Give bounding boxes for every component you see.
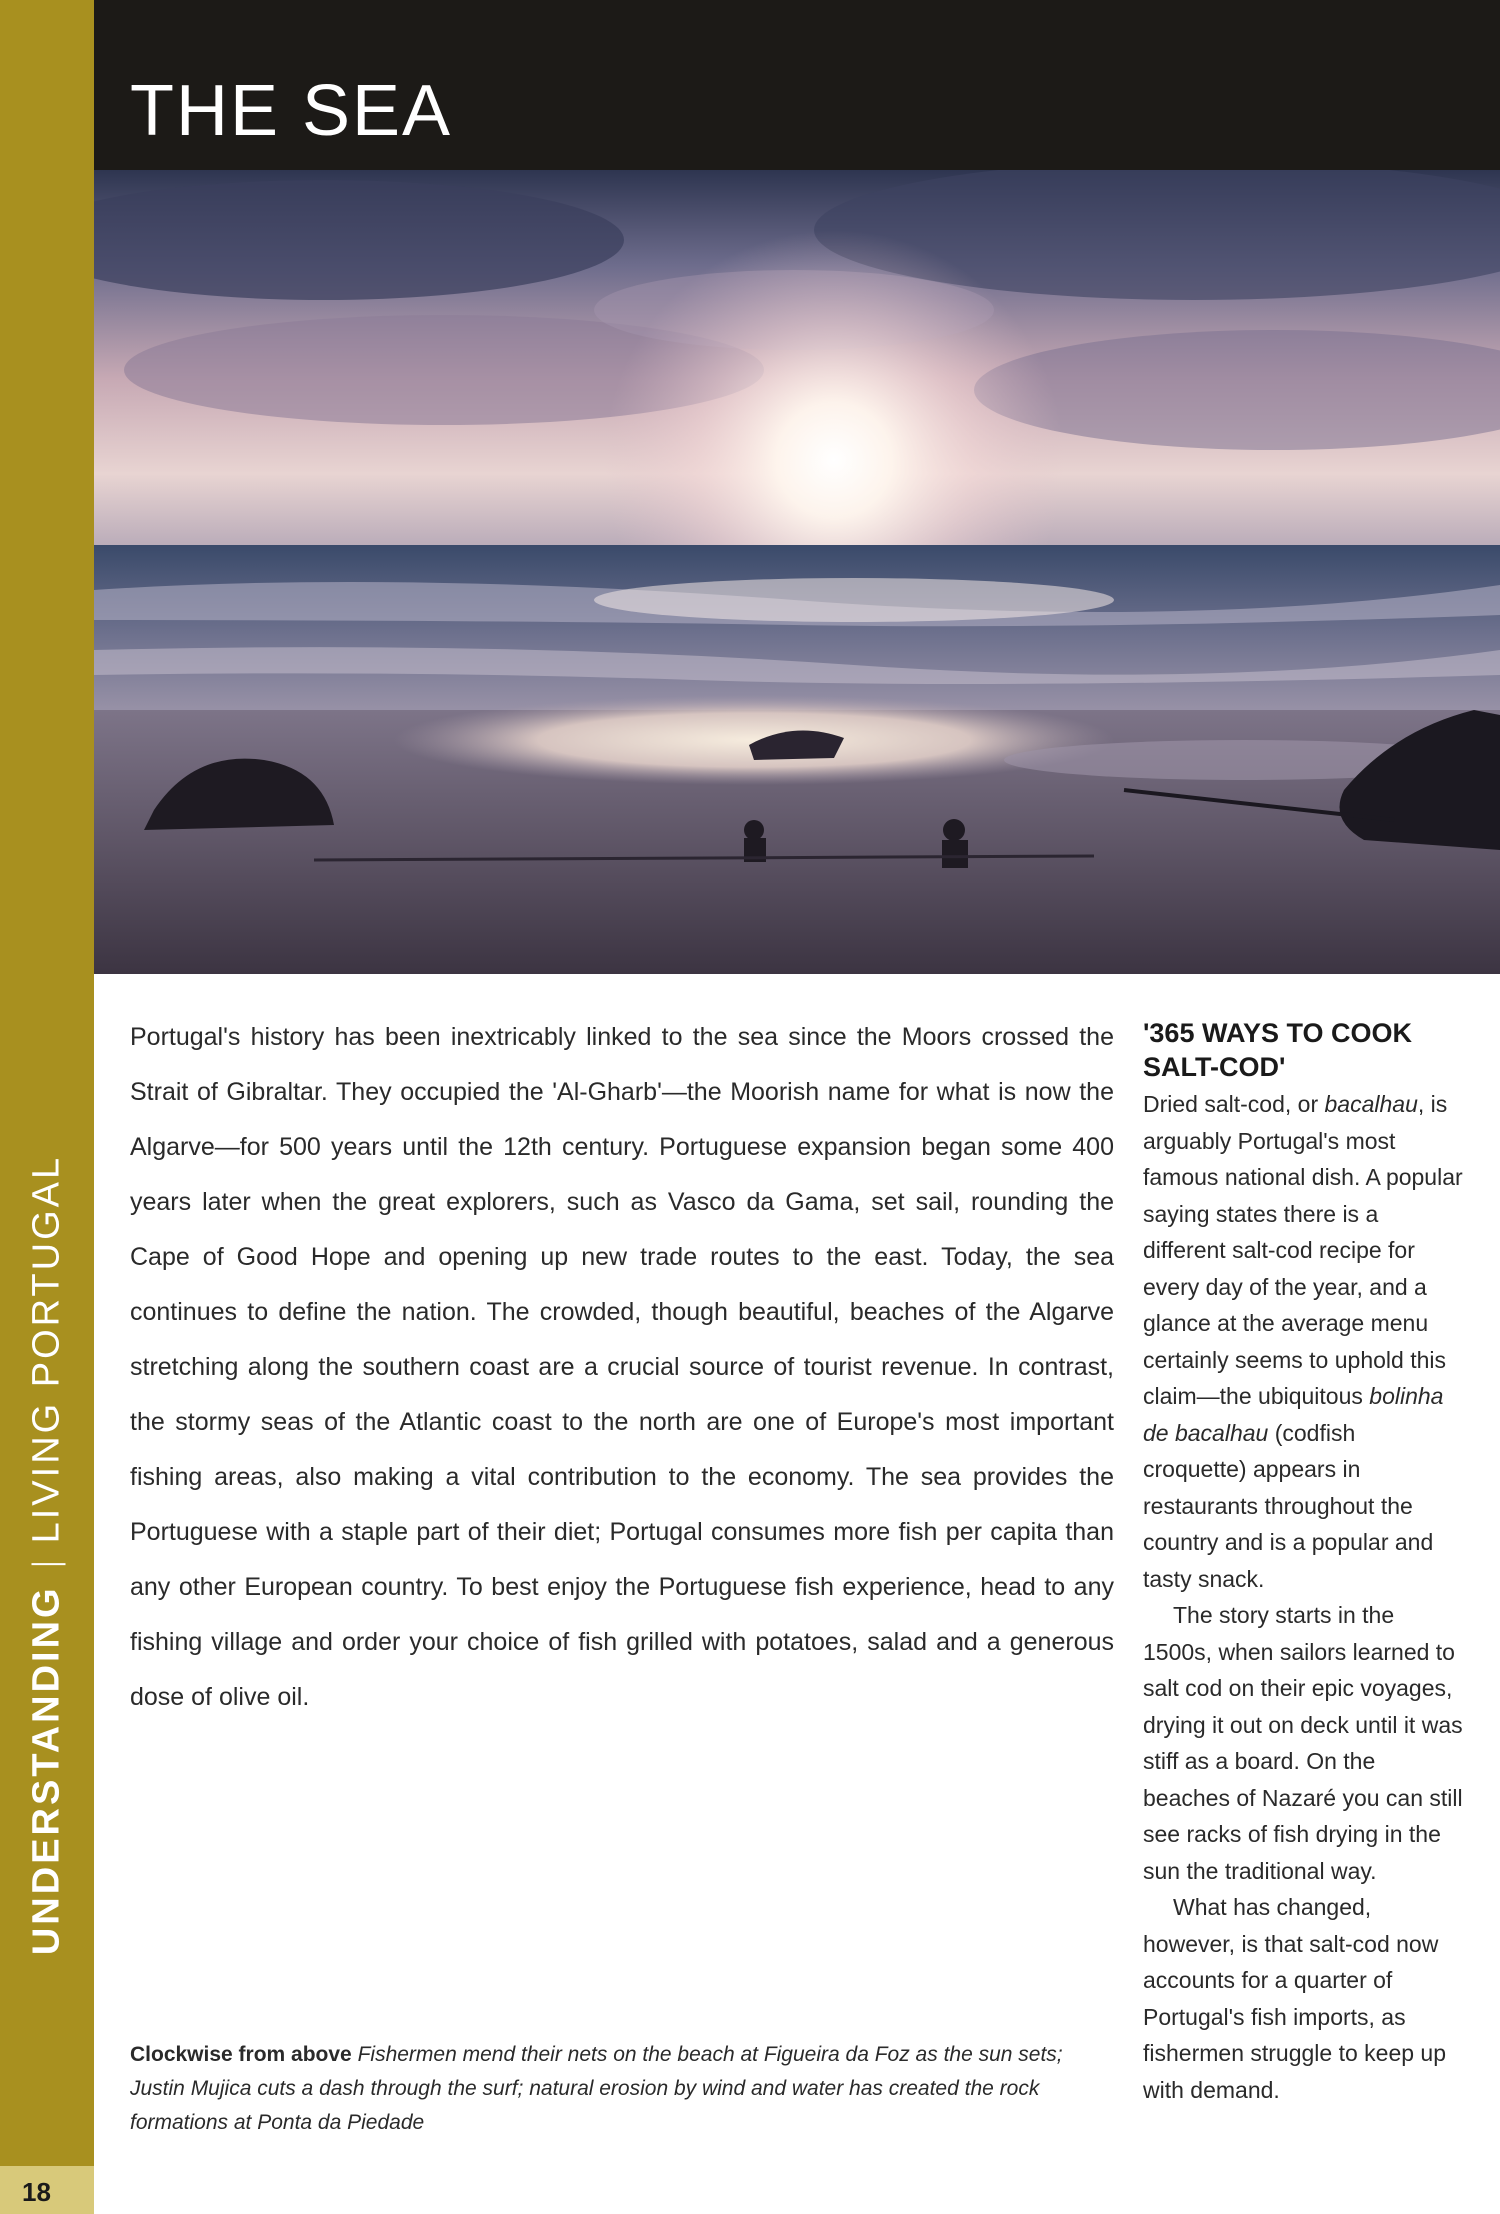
salt-cod-paragraph-1 xyxy=(1143,1086,1463,1597)
photo-caption xyxy=(130,2038,1090,2140)
caption-lead: Clockwise from above xyxy=(130,2043,352,2066)
salt-cod-box xyxy=(1143,1016,1463,2108)
body-text: Portugal's history has been inextricably linked to the sea since the Moors crossed the Strait of Gibraltar. They occupied the 'Al-Gharb'—the Moorish name for what is now the Algarve—for 500 years until the 12th century. Portuguese expansion began some 400 years later when the great explorers, such as Vasco da Gama, set sail, rounding the Cape of Good Hope and opening up new trade routes to the east. Today, the sea continues to define the nation. The crowded, though beautiful, beaches of the Algarve stretching along the southern coast are a crucial source of tourist revenue. In contrast, the stormy seas of the Atlantic coast to the north are one of Europe's most important fishing areas, also making a vital contribution to the economy. The sea provides the Portuguese with a staple part of their diet; Portugal consumes more fish per capita than any other European country. To best enjoy the Portuguese fish experience, head to any fishing village and order your choice of fish grilled with potatoes, salad and a generous dose of olive oil. xyxy=(130,1023,1114,1711)
salt-cod-term-bolinha: bolinha de bacalhau xyxy=(1143,1383,1444,1446)
page-number: 18 xyxy=(22,2177,51,2207)
salt-cod-heading: '365 WAYS TO COOK SALT-COD' xyxy=(1143,1018,1413,1082)
section-divider xyxy=(31,1563,65,1565)
section-label xyxy=(26,1155,69,1955)
salt-cod-term-bacalhau: bacalhau xyxy=(1324,1091,1418,1117)
salt-cod-p1-a: Dried salt-cod, or xyxy=(1143,1091,1325,1117)
caption-text: Fishermen mend their nets on the beach at Figueira da Foz as the sun sets; Justin Mujica cuts a dash through the surf; natural erosion by wind and water has created the rock formations at Ponta da Piedade xyxy=(130,2043,1063,2134)
sunset-beach-photo xyxy=(94,170,1500,974)
section-label-secondary: LIVING PORTUGAL xyxy=(25,1154,68,1544)
salt-cod-paragraph-3: What has changed, however, is that salt-cod now accounts for a quarter of Portugal's fish imports, as fishermen struggle to keep up with demand. xyxy=(1143,1894,1447,2103)
section-label-primary: UNDERSTANDING xyxy=(25,1585,68,1956)
salt-cod-p1-b: , is arguably Portugal's most famous national dish. A popular saying states there is a different salt-cod recipe for every day of the year, and a glance at the average menu certainly seems to uphold this claim—the ubiquitous xyxy=(1143,1091,1463,1409)
salt-cod-p1-c: (codfish croquette) appears in restaurants throughout the country and is a popular and tasty snack. xyxy=(1143,1419,1434,1592)
salt-cod-paragraph-2: The story starts in the 1500s, when sailors learned to salt cod on their epic voyages, drying it out on deck until it was stiff as a board. On the beaches of Nazaré you can still see racks of fish drying in the sun the traditional way. xyxy=(1143,1602,1463,1884)
page-title: THE SEA xyxy=(130,71,453,151)
